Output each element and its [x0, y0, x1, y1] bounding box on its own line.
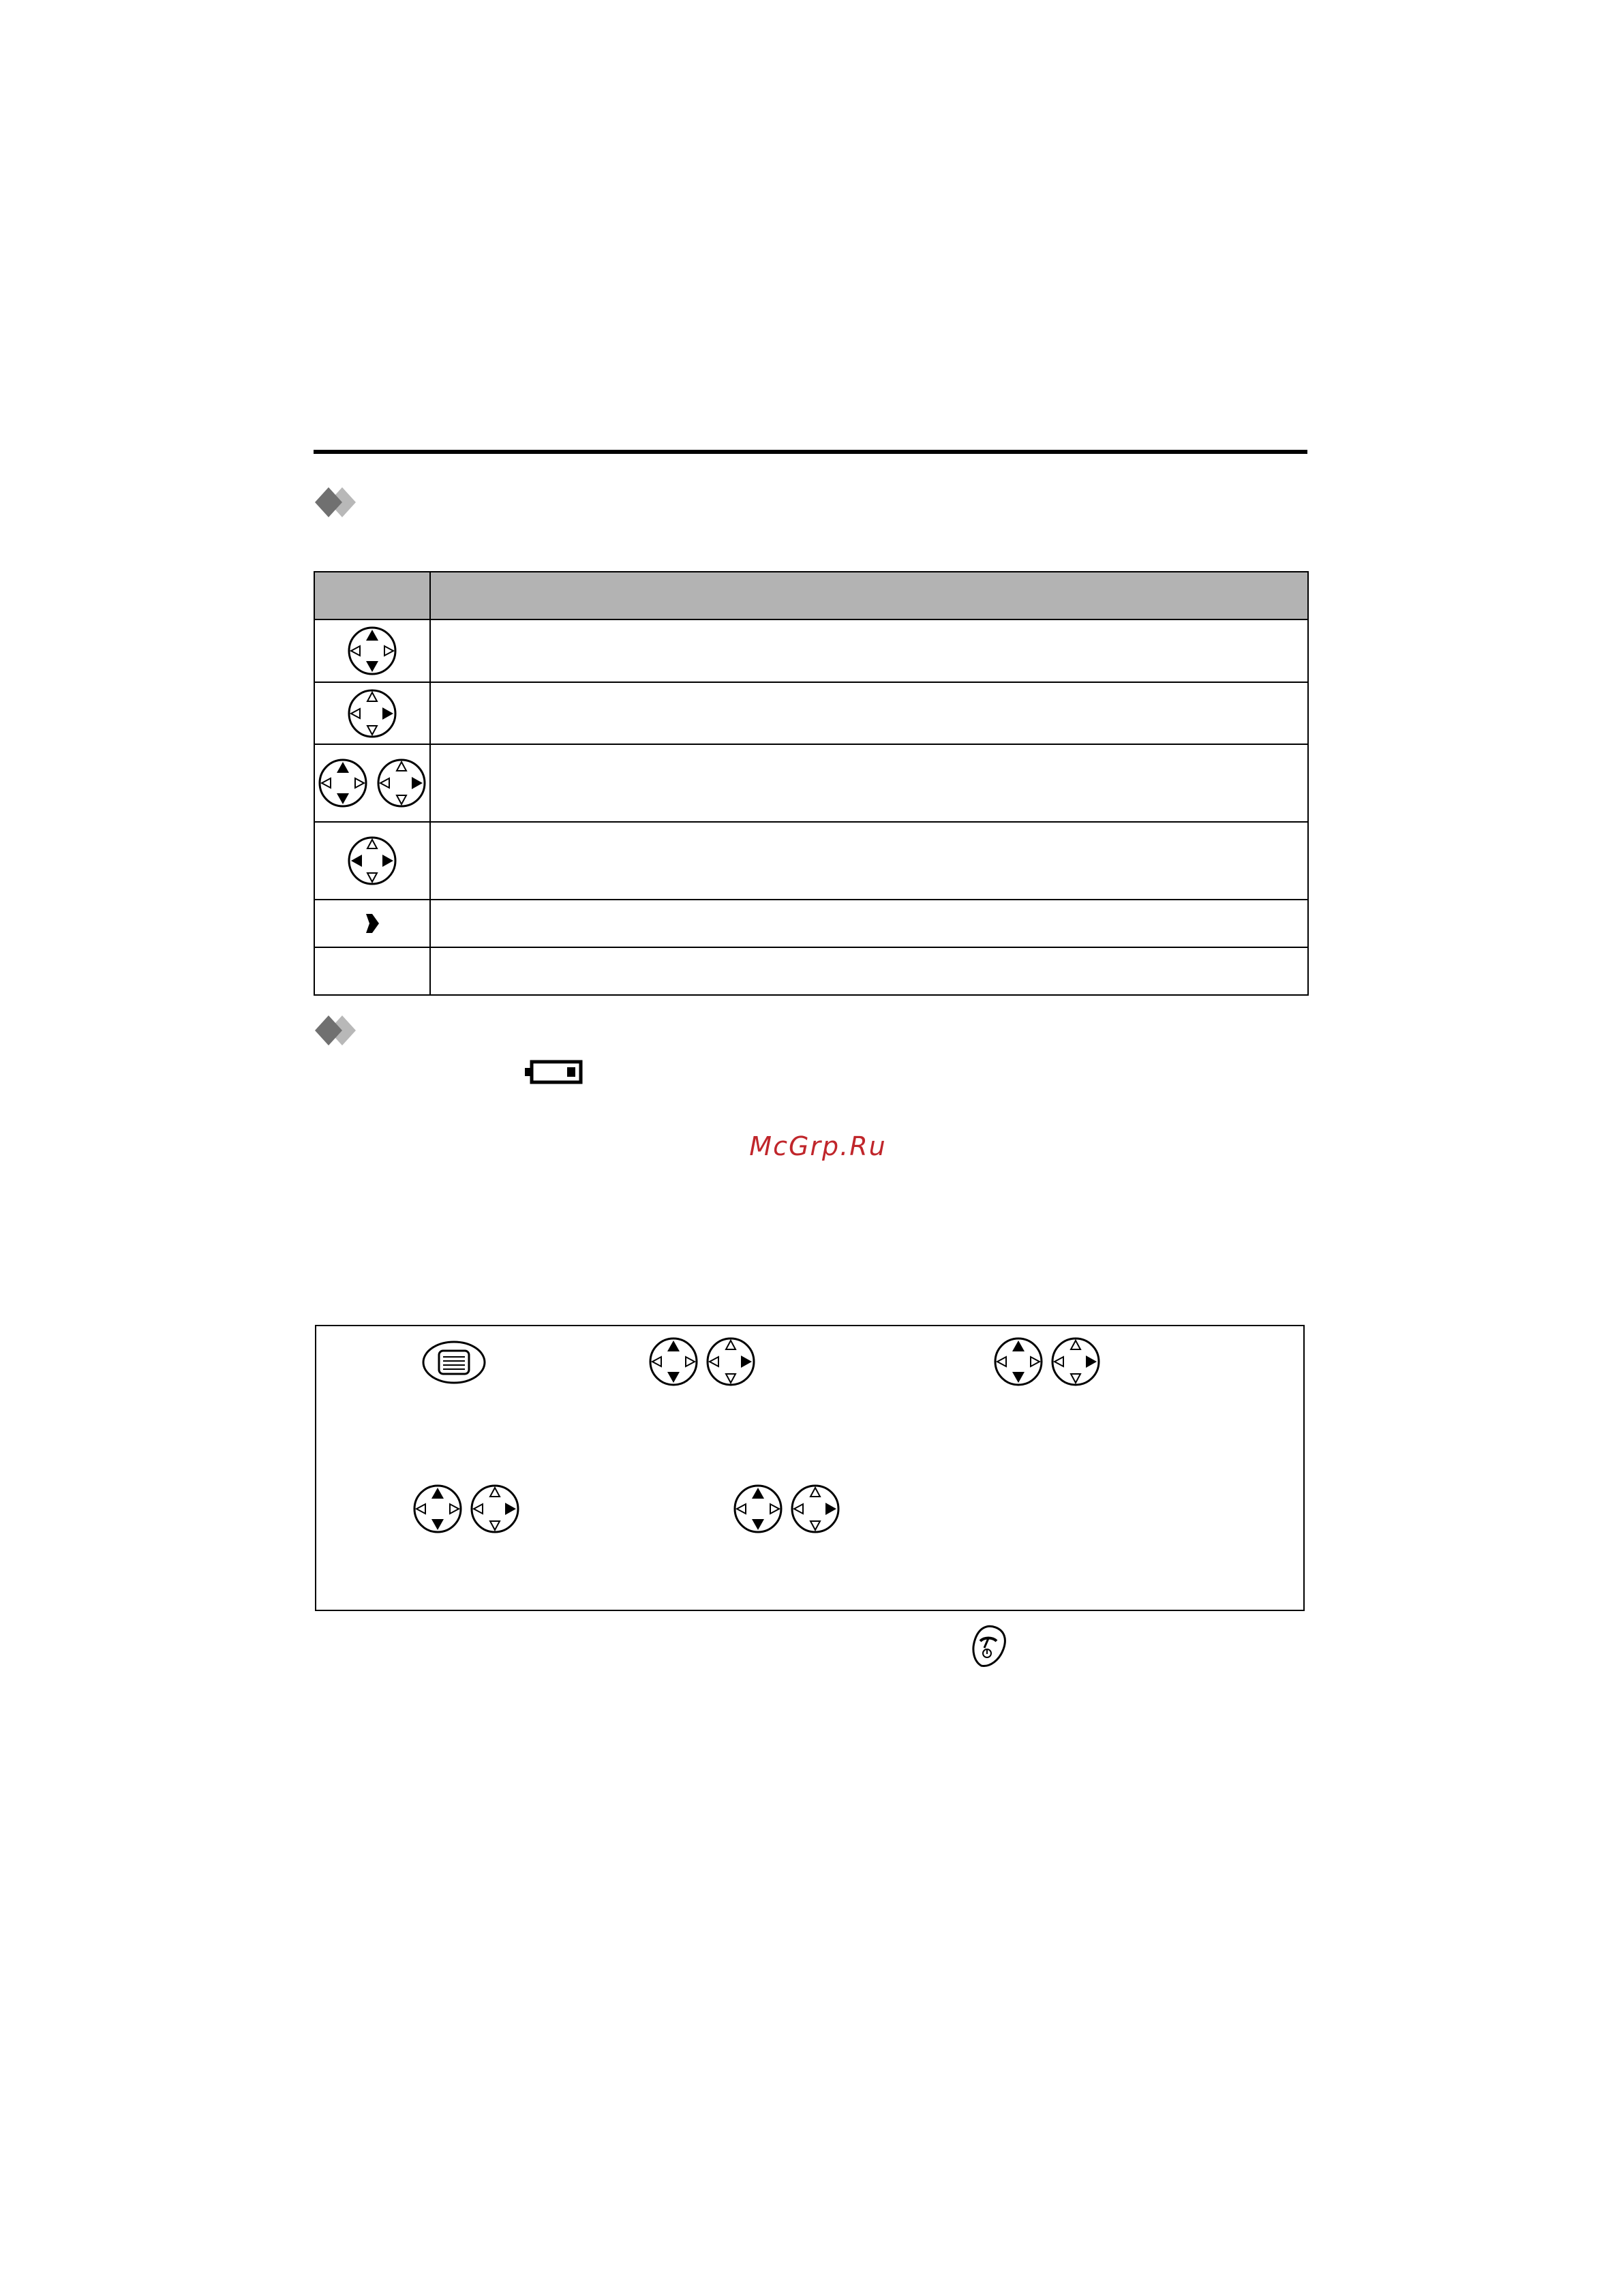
table-row: [314, 682, 1308, 744]
key-cell: [314, 744, 430, 822]
key-cell: [314, 947, 430, 995]
top-rule: [314, 450, 1307, 454]
navigator-right-icon: [345, 686, 399, 741]
double-diamond-icon: [314, 485, 368, 519]
description-cell: [430, 822, 1308, 900]
description-cell: [430, 682, 1308, 744]
description-cell: [430, 744, 1308, 822]
navigator-pair-icon: [410, 1482, 524, 1536]
table-row: [314, 947, 1308, 995]
key-cell: [314, 822, 430, 900]
navigator-pair-icon: [646, 1334, 759, 1389]
navigator-up-down-icon: [345, 624, 399, 678]
pointer-arrow-icon: [364, 911, 380, 936]
watermark: McGrp.Ru: [749, 1131, 887, 1161]
key-cell: [314, 900, 430, 947]
table-row: [314, 619, 1308, 682]
navigator-pair-icon: [316, 756, 429, 810]
end-power-key-icon: [971, 1623, 1006, 1670]
double-diamond-icon: [314, 1013, 368, 1047]
key-cell: [314, 619, 430, 682]
navigator-pair-icon: [991, 1334, 1104, 1389]
table-row: [314, 822, 1308, 900]
key-cell: [314, 682, 430, 744]
key-table-header: [314, 572, 1308, 619]
navigator-pair-icon: [731, 1482, 844, 1536]
header-key-cell: [314, 572, 430, 619]
table-row: [314, 744, 1308, 822]
key-table: [314, 571, 1309, 996]
description-cell: [430, 900, 1308, 947]
description-cell: [430, 947, 1308, 995]
table-row: [314, 900, 1308, 947]
header-function-cell: [430, 572, 1308, 619]
battery-low-icon: [525, 1060, 583, 1084]
menu-key-icon: [421, 1340, 487, 1385]
navigator-left-right-icon: [345, 833, 399, 888]
description-cell: [430, 619, 1308, 682]
